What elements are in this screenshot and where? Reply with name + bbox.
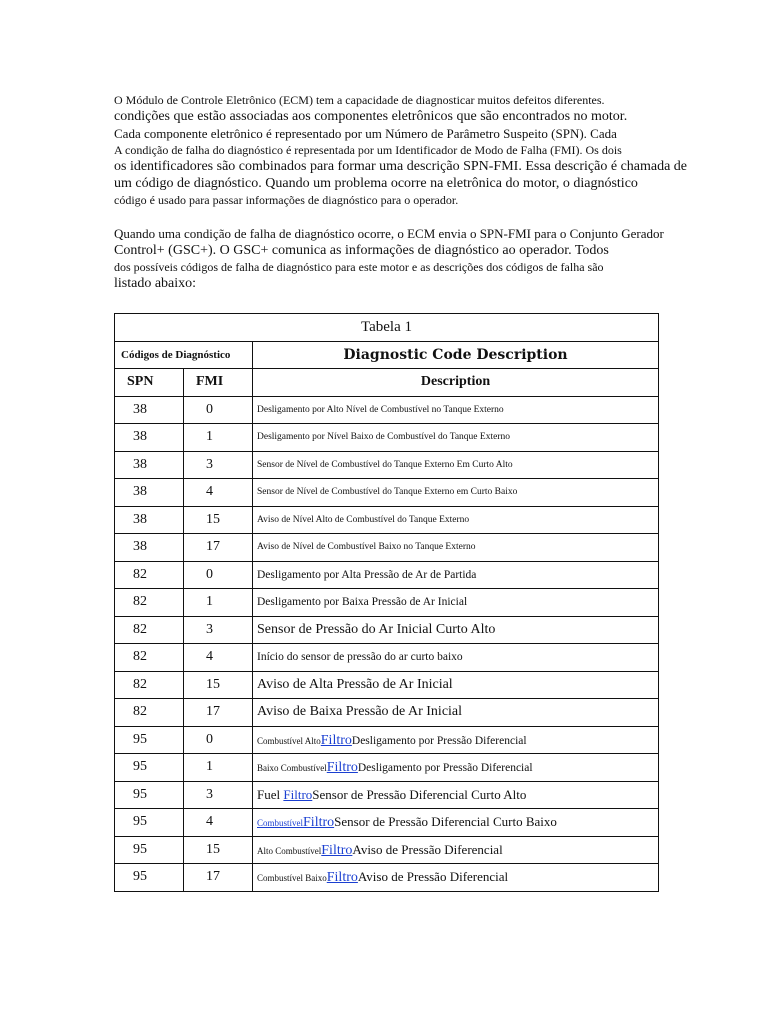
intro-line-8: Quando uma condição de falha de diagnóstico ocorre, o ECM envia o SPN-FMI para o Conjunto Gerador xyxy=(114,226,664,241)
cell-fmi: 17 xyxy=(184,864,253,892)
cell-spn: 95 xyxy=(115,864,184,892)
header-spn: SPN xyxy=(115,369,184,397)
filtro-link[interactable]: Filtro xyxy=(303,815,335,831)
desc-prefix: Alto Combustível xyxy=(257,845,322,856)
cell-description: Desligamento por Nível Baixo de Combustível do Tanque Externo xyxy=(253,424,659,452)
cell-fmi: 1 xyxy=(184,424,253,452)
cell-description: Sensor de Pressão do Ar Inicial Curto Alto xyxy=(253,616,659,644)
header-diagnostic-codes: Códigos de Diagnóstico xyxy=(115,341,253,369)
desc-prefix: Combustível Alto xyxy=(257,735,321,746)
desc-suffix: Desligamento por Pressão Diferencial xyxy=(351,734,527,747)
table-row xyxy=(115,836,659,864)
table-row xyxy=(115,451,659,479)
desc-suffix: Desligamento por Pressão Diferencial xyxy=(357,762,533,775)
cell-description: Aviso de Alta Pressão de Ar Inicial xyxy=(253,671,659,699)
intro-line-2: condições que estão associadas aos componentes eletrônicos que são encontrados no motor. xyxy=(114,109,628,124)
intro-line-3: Cada componente eletrônico é representado por um Número de Parâmetro Suspeito (SPN). Cada xyxy=(114,126,617,141)
cell-spn: 38 xyxy=(115,396,184,424)
cell-description xyxy=(253,809,659,837)
filtro-link[interactable]: Filtro xyxy=(326,870,358,886)
cell-spn: 82 xyxy=(115,561,184,589)
filtro-link[interactable]: Filtro xyxy=(321,842,353,858)
intro-line-9: Control+ (GSC+). O GSC+ comunica as informações de diagnóstico ao operador. Todos xyxy=(114,243,609,258)
table-row xyxy=(115,644,659,672)
cell-spn: 82 xyxy=(115,644,184,672)
header-description: Description xyxy=(253,369,659,397)
cell-description: Sensor de Nível de Combustível do Tanque Externo Em Curto Alto xyxy=(253,451,659,479)
table-row xyxy=(115,534,659,562)
intro-line-5: os identificadores são combinados para formar uma descrição SPN-FMI. Essa descrição é chamada de xyxy=(114,159,688,174)
table-row xyxy=(115,506,659,534)
cell-fmi: 3 xyxy=(184,616,253,644)
table-row xyxy=(115,726,659,754)
cell-spn: 95 xyxy=(115,726,184,754)
desc-suffix: Sensor de Pressão Diferencial Curto Alto xyxy=(312,786,527,802)
desc-prefix: Baixo Combustível xyxy=(257,763,327,774)
cell-description: Aviso de Nível Alto de Combustível do Tanque Externo xyxy=(253,506,659,534)
intro-line-11: listado abaixo: xyxy=(114,276,197,291)
cell-fmi: 17 xyxy=(184,699,253,727)
table-caption: Tabela 1 xyxy=(115,314,659,342)
cell-description xyxy=(253,781,659,809)
cell-description: Início do sensor de pressão do ar curto baixo xyxy=(253,644,659,672)
cell-fmi: 0 xyxy=(184,726,253,754)
filtro-link[interactable]: Filtro xyxy=(326,760,358,776)
table-row xyxy=(115,479,659,507)
header-diagnostic-code-description: Diagnostic Code Description xyxy=(253,341,659,369)
cell-spn: 95 xyxy=(115,809,184,837)
cell-description: Aviso de Nível de Combustível Baixo no Tanque Externo xyxy=(253,534,659,562)
cell-spn: 38 xyxy=(115,534,184,562)
diagnostic-codes-table xyxy=(114,313,659,892)
cell-fmi: 4 xyxy=(184,644,253,672)
table-row xyxy=(115,396,659,424)
header-fmi: FMI xyxy=(184,369,253,397)
desc-suffix: Aviso de Pressão Diferencial xyxy=(352,841,503,857)
cell-description: Desligamento por Baixa Pressão de Ar Inicial xyxy=(253,589,659,617)
cell-spn: 95 xyxy=(115,754,184,782)
table-row xyxy=(115,754,659,782)
filtro-link[interactable]: Filtro xyxy=(320,732,352,748)
cell-fmi: 17 xyxy=(184,534,253,562)
cell-fmi: 0 xyxy=(184,561,253,589)
table-row xyxy=(115,616,659,644)
cell-fmi: 0 xyxy=(184,396,253,424)
intro-line-7: código é usado para passar informações de diagnóstico para o operador. xyxy=(114,193,459,207)
table-row xyxy=(115,589,659,617)
table-row xyxy=(115,781,659,809)
cell-fmi: 3 xyxy=(184,451,253,479)
desc-prefix: Combustível Baixo xyxy=(257,873,327,884)
cell-spn: 38 xyxy=(115,451,184,479)
table-row xyxy=(115,671,659,699)
cell-fmi: 4 xyxy=(184,809,253,837)
cell-description: Desligamento por Alto Nível de Combustível no Tanque Externo xyxy=(253,396,659,424)
cell-fmi: 1 xyxy=(184,589,253,617)
intro-line-10: dos possíveis códigos de falha de diagnóstico para este motor e as descrições dos códigos de falha são xyxy=(114,260,604,274)
cell-description xyxy=(253,754,659,782)
cell-spn: 82 xyxy=(115,699,184,727)
cell-description: Aviso de Baixa Pressão de Ar Inicial xyxy=(253,699,659,727)
desc-prefix: Fuel xyxy=(257,786,284,802)
desc-prefix: Combustível xyxy=(257,818,304,829)
cell-fmi: 15 xyxy=(184,671,253,699)
desc-suffix: Aviso de Pressão Diferencial xyxy=(357,869,509,885)
cell-description xyxy=(253,864,659,892)
intro-line-4: A condição de falha do diagnóstico é representada por um Identificador de Modo de Falha (FMI). Os dois xyxy=(114,143,622,157)
cell-fmi: 15 xyxy=(184,506,253,534)
cell-spn: 82 xyxy=(115,589,184,617)
cell-fmi: 1 xyxy=(184,754,253,782)
desc-suffix: Sensor de Pressão Diferencial Curto Baixo xyxy=(334,814,557,830)
cell-fmi: 15 xyxy=(184,836,253,864)
table-row xyxy=(115,699,659,727)
filtro-link[interactable]: Filtro xyxy=(283,786,313,802)
cell-spn: 38 xyxy=(115,479,184,507)
cell-description: Desligamento por Alta Pressão de Ar de Partida xyxy=(253,561,659,589)
cell-spn: 82 xyxy=(115,671,184,699)
intro-line-6: um código de diagnóstico. Quando um problema ocorre na eletrônica do motor, o diagnóstico xyxy=(114,176,638,191)
cell-spn: 38 xyxy=(115,424,184,452)
cell-fmi: 3 xyxy=(184,781,253,809)
cell-description xyxy=(253,836,659,864)
cell-spn: 95 xyxy=(115,781,184,809)
table-row xyxy=(115,864,659,892)
table-row xyxy=(115,424,659,452)
cell-spn: 38 xyxy=(115,506,184,534)
table-row xyxy=(115,809,659,837)
table-row xyxy=(115,561,659,589)
cell-description: Sensor de Nível de Combustível do Tanque Externo em Curto Baixo xyxy=(253,479,659,507)
intro-text xyxy=(114,92,704,292)
cell-spn: 82 xyxy=(115,616,184,644)
cell-spn: 95 xyxy=(115,836,184,864)
cell-fmi: 4 xyxy=(184,479,253,507)
intro-line-1: O Módulo de Controle Eletrônico (ECM) tem a capacidade de diagnosticar muitos defeitos diferentes. xyxy=(114,93,605,107)
cell-description xyxy=(253,726,659,754)
